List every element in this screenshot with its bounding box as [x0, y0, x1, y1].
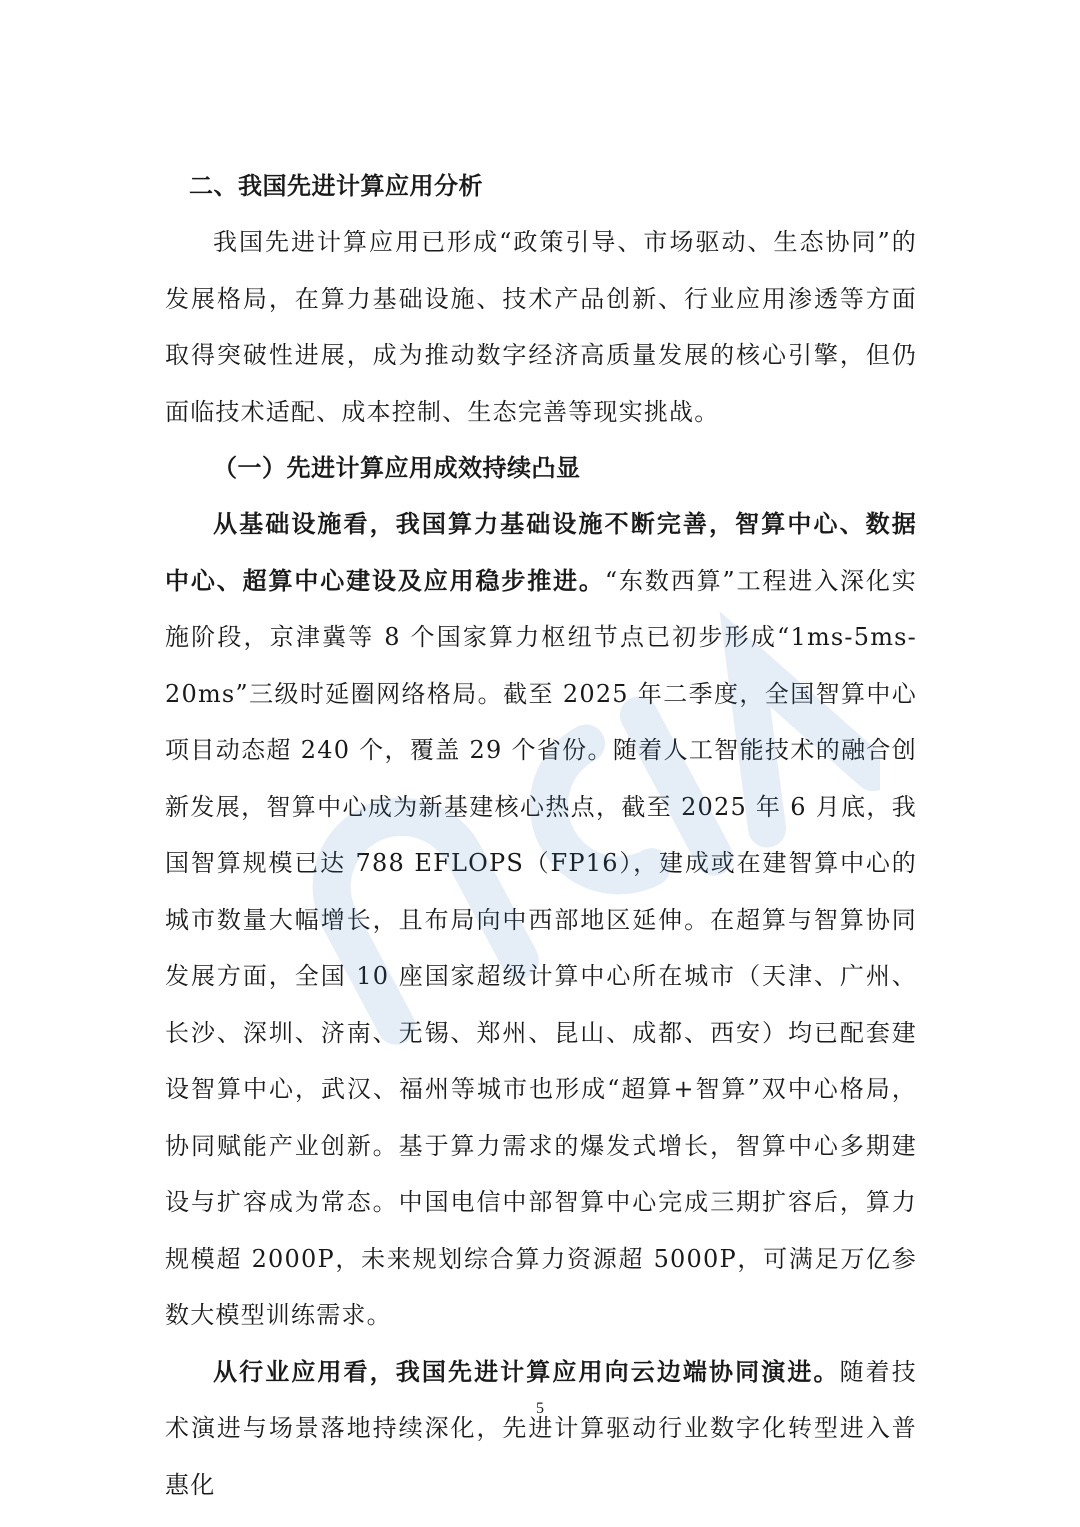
page-number: 5: [536, 1400, 544, 1417]
subsection-heading: （一）先进计算应用成效持续凸显: [213, 453, 581, 482]
paragraph-body: 随着技术演进与场景落地持续深化，先进计算驱动行业数字化转型进入普惠化: [165, 1357, 917, 1499]
paragraph-lead: 从行业应用看，我国先进计算应用向云边端协同演进。: [213, 1356, 840, 1386]
paragraph-body: “东数西算”工程进入深化实施阶段，京津冀等 8 个国家算力枢纽节点已初步形成“1ms-5ms-20ms”三级时延圈网络格局。截至 2025 年二季度，全国智算中心项目动态超 240 个，覆盖 29 个省份。随着人工智能技术的融合创新发展，智算中心成为新基建核心热点，截至 2025 年 6 月底，我国智算规模已达 788 EFLOPS（FP16），建成或在建智算中心的城市数量大幅增长，且布局向中西部地区延伸。在超算与智算协同发展方面，全国 10 座国家超级计算中心所在城市（天津、广州、长沙、深圳、济南、无锡、郑州、昆山、成都、西安）均已配套建设智算中心，武汉、福州等城市也形成“超算+智算”双中心格局，协同赋能产业创新。基于算力需求的爆发式增长，智算中心多期建设与扩容成为常态。中国电信中部智算中心完成三期扩容后，算力规模超 2000P，未来规划综合算力资源超 5000P，可满足万亿参数大模型训练需求。: [165, 566, 918, 1329]
paragraph-infrastructure: [165, 496, 917, 1344]
paragraph-industry: [165, 1344, 917, 1514]
document-page: [165, 158, 917, 1513]
paragraph-lead: 从基础设施看，我国算力基础设施不断完善，智算中心、数据中心、超算中心建设及应用稳步推进。: [165, 509, 917, 595]
intro-paragraph: 我国先进计算应用已形成“政策引导、市场驱动、生态协同”的发展格局，在算力基础设施、技术产品创新、行业应用渗透等方面取得突破性进展，成为推动数字经济高质量发展的核心引擎，但仍面临技术适配、成本控制、生态完善等现实挑战。: [165, 228, 917, 426]
section-heading: 二、我国先进计算应用分析: [189, 172, 483, 200]
